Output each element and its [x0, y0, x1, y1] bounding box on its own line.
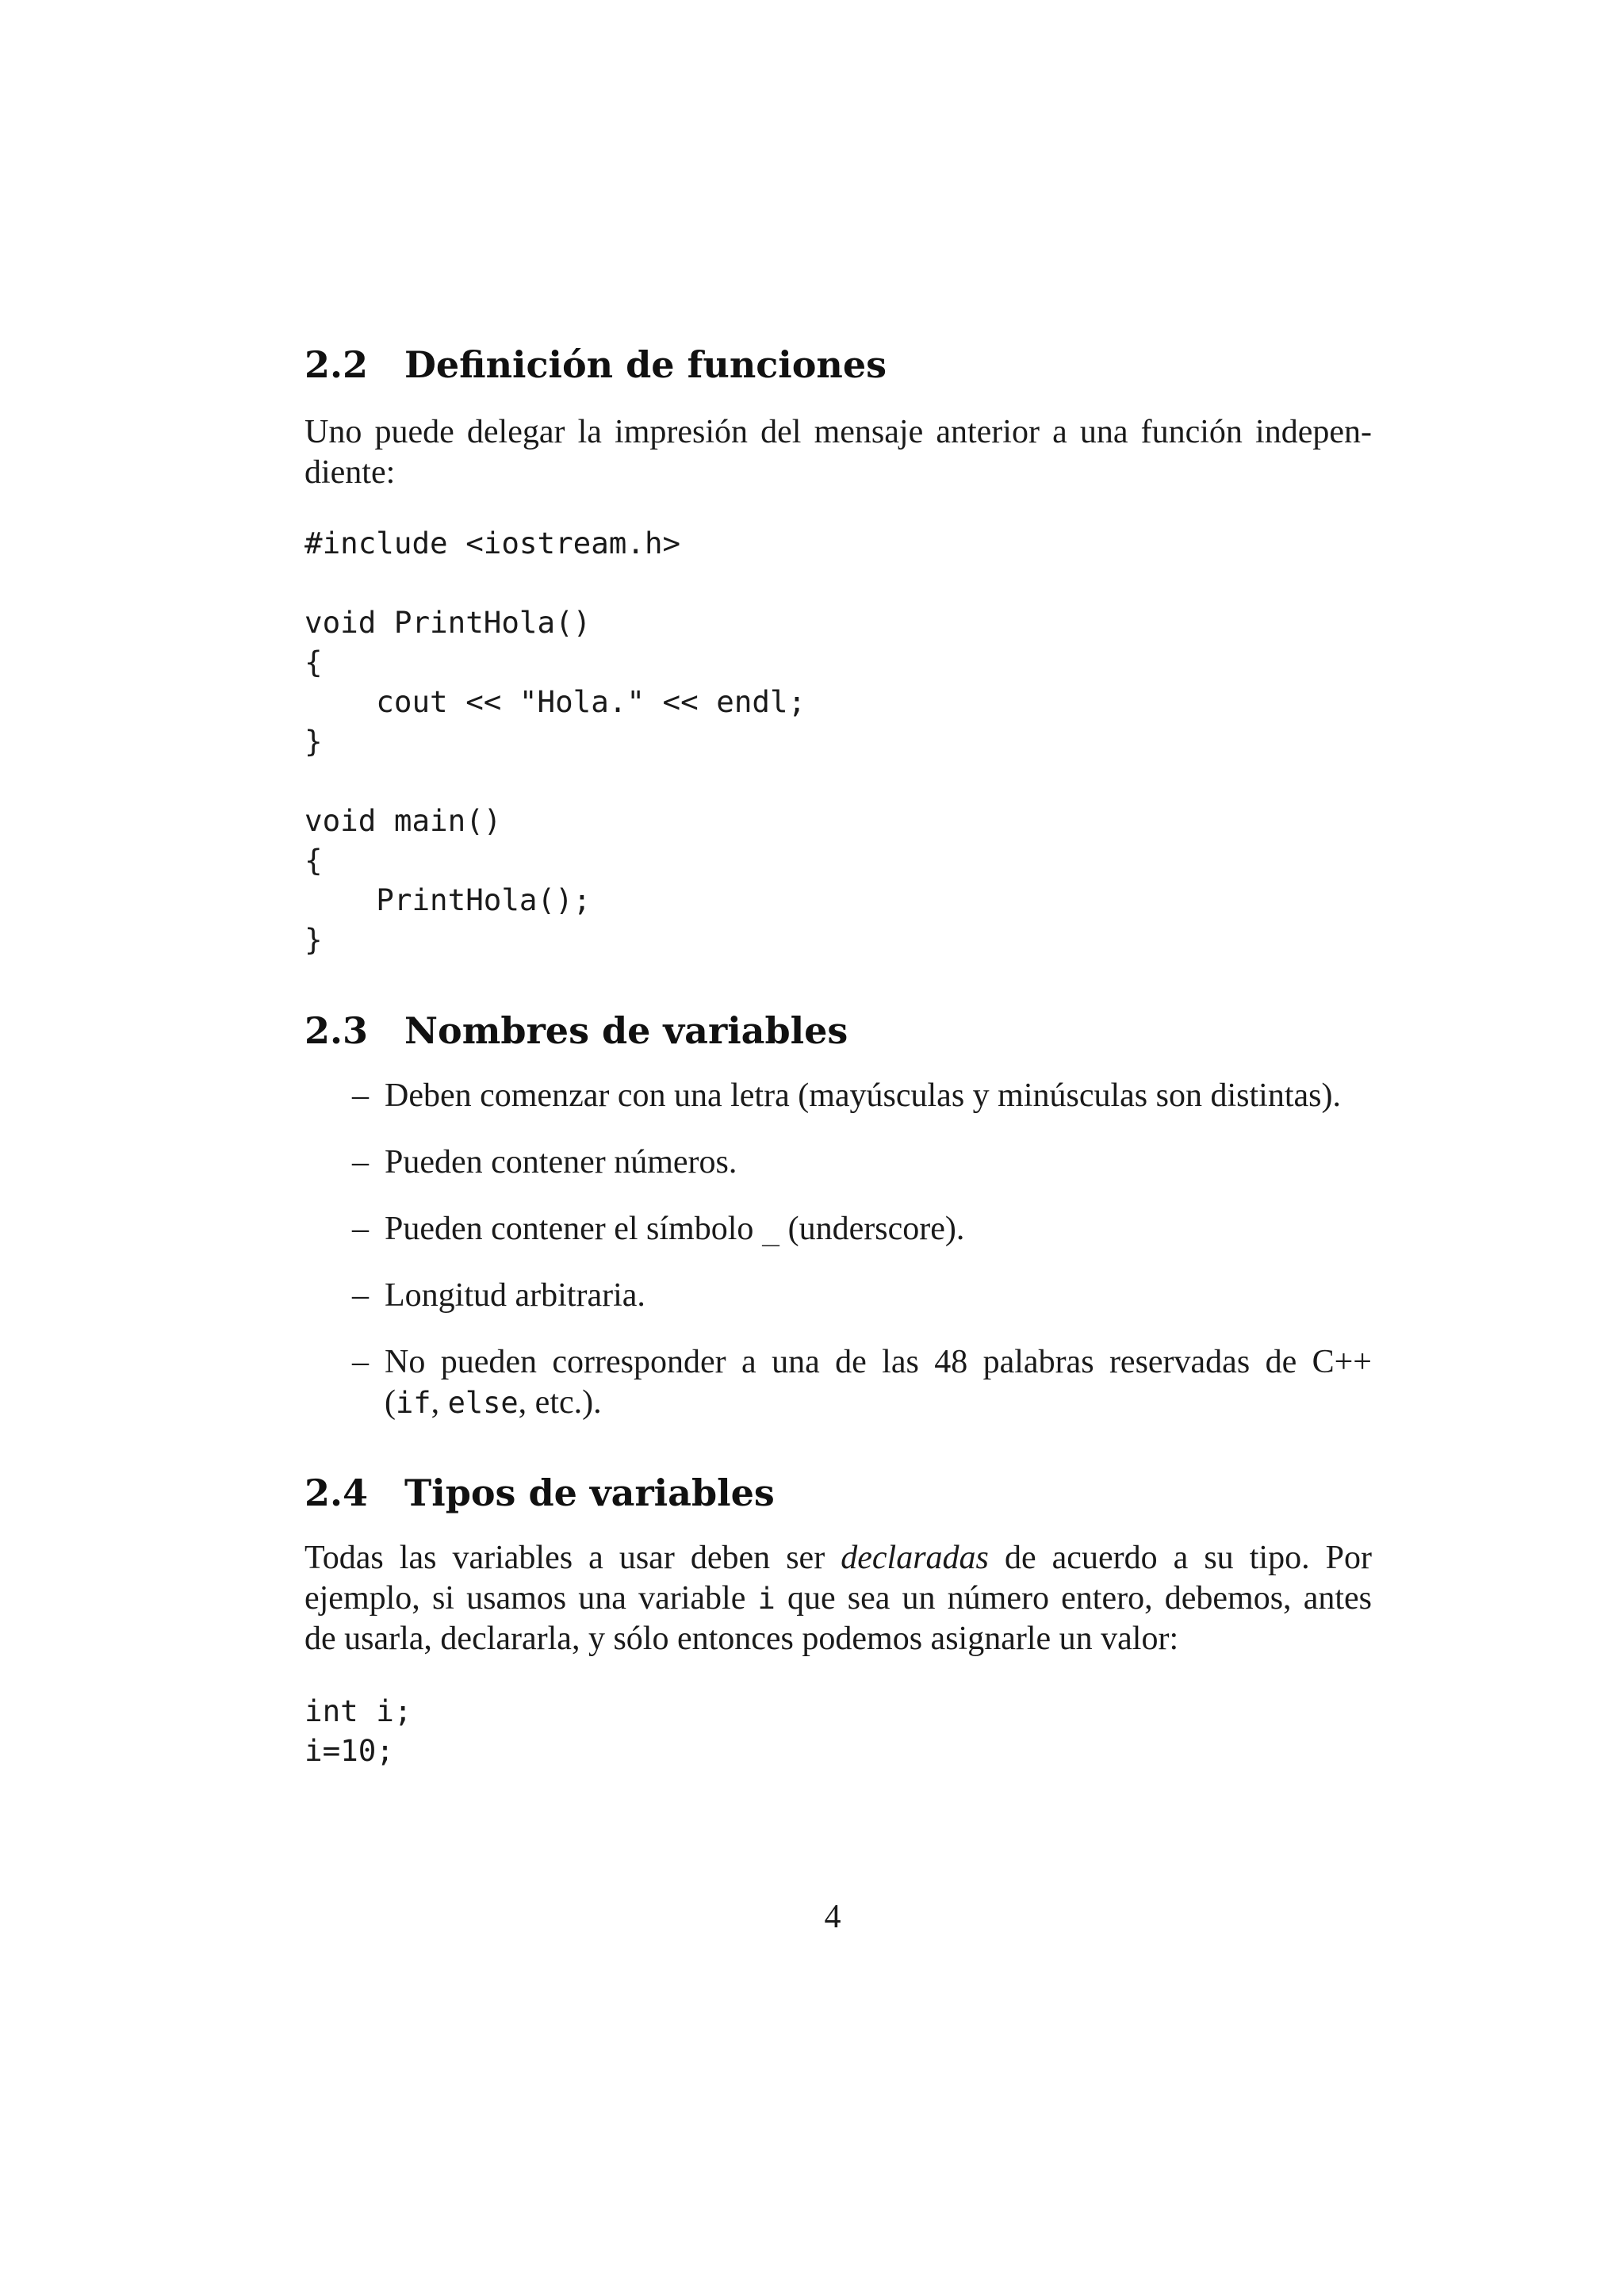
section-title: Tipos de variables	[404, 1471, 775, 1514]
list-item-text: Longitud arbitraria.	[385, 1277, 645, 1314]
section-heading-2-2	[304, 342, 887, 387]
paragraph-line: diente:	[304, 454, 396, 491]
section-title: Definición de funciones	[404, 343, 887, 386]
inline-code: i	[757, 1582, 776, 1616]
inline-code: if	[396, 1386, 431, 1420]
code-block-printhola: #include <iostream.h> void PrintHola() { cout << "Hola." << endl; } void main() { PrintHola(); }	[304, 526, 806, 957]
section-number: 2.4	[304, 1471, 369, 1514]
bullet-dash: –	[352, 1344, 369, 1380]
bullet-dash: –	[352, 1077, 369, 1114]
text-run: Pueden contener el símbolo	[385, 1211, 762, 1247]
page-number: 4	[824, 1899, 841, 1935]
bullet-dash: –	[352, 1277, 369, 1314]
paragraph-line: de usarla, declararla, y sólo entonces podemos asignarle un valor:	[304, 1621, 1179, 1657]
list-item-text	[385, 1209, 964, 1249]
inline-code: _	[761, 1212, 780, 1246]
paragraph-line: ejemplo, si usamos una variable i que sea un número entero, debemos, antes	[304, 1580, 1372, 1617]
section-number: 2.3	[304, 1009, 369, 1052]
list-item-text	[385, 1342, 1372, 1423]
bullet-dash: –	[352, 1144, 369, 1181]
bullet-dash: –	[352, 1211, 369, 1247]
inline-code: else	[447, 1386, 519, 1420]
paragraph-intro-2-2	[304, 412, 1372, 493]
emphasis: declaradas	[841, 1540, 989, 1576]
section-heading-2-4	[304, 1471, 775, 1515]
list-item-line: (if, else, etc.).	[385, 1384, 602, 1421]
text-run: (underscore).	[779, 1211, 965, 1247]
list-item-text: Pueden contener números.	[385, 1144, 737, 1181]
paragraph-line: Todas las variables a usar deben ser declaradas de acuerdo a su tipo. Por	[304, 1540, 1372, 1576]
section-number: 2.2	[304, 343, 369, 386]
section-heading-2-3	[304, 1008, 848, 1053]
section-title: Nombres de variables	[404, 1009, 848, 1052]
paragraph-intro-2-4	[304, 1538, 1372, 1659]
list-item-line: No pueden corresponder a una de las 48 palabras reservadas de C++	[385, 1344, 1372, 1380]
list-item-text: Deben comenzar con una letra (mayúsculas y minúsculas son distintas).	[385, 1077, 1341, 1114]
code-block-int-i: int i; i=10;	[304, 1693, 412, 1768]
paragraph-line: Uno puede delegar la impresión del mensaje anterior a una función indepen-	[304, 414, 1372, 450]
